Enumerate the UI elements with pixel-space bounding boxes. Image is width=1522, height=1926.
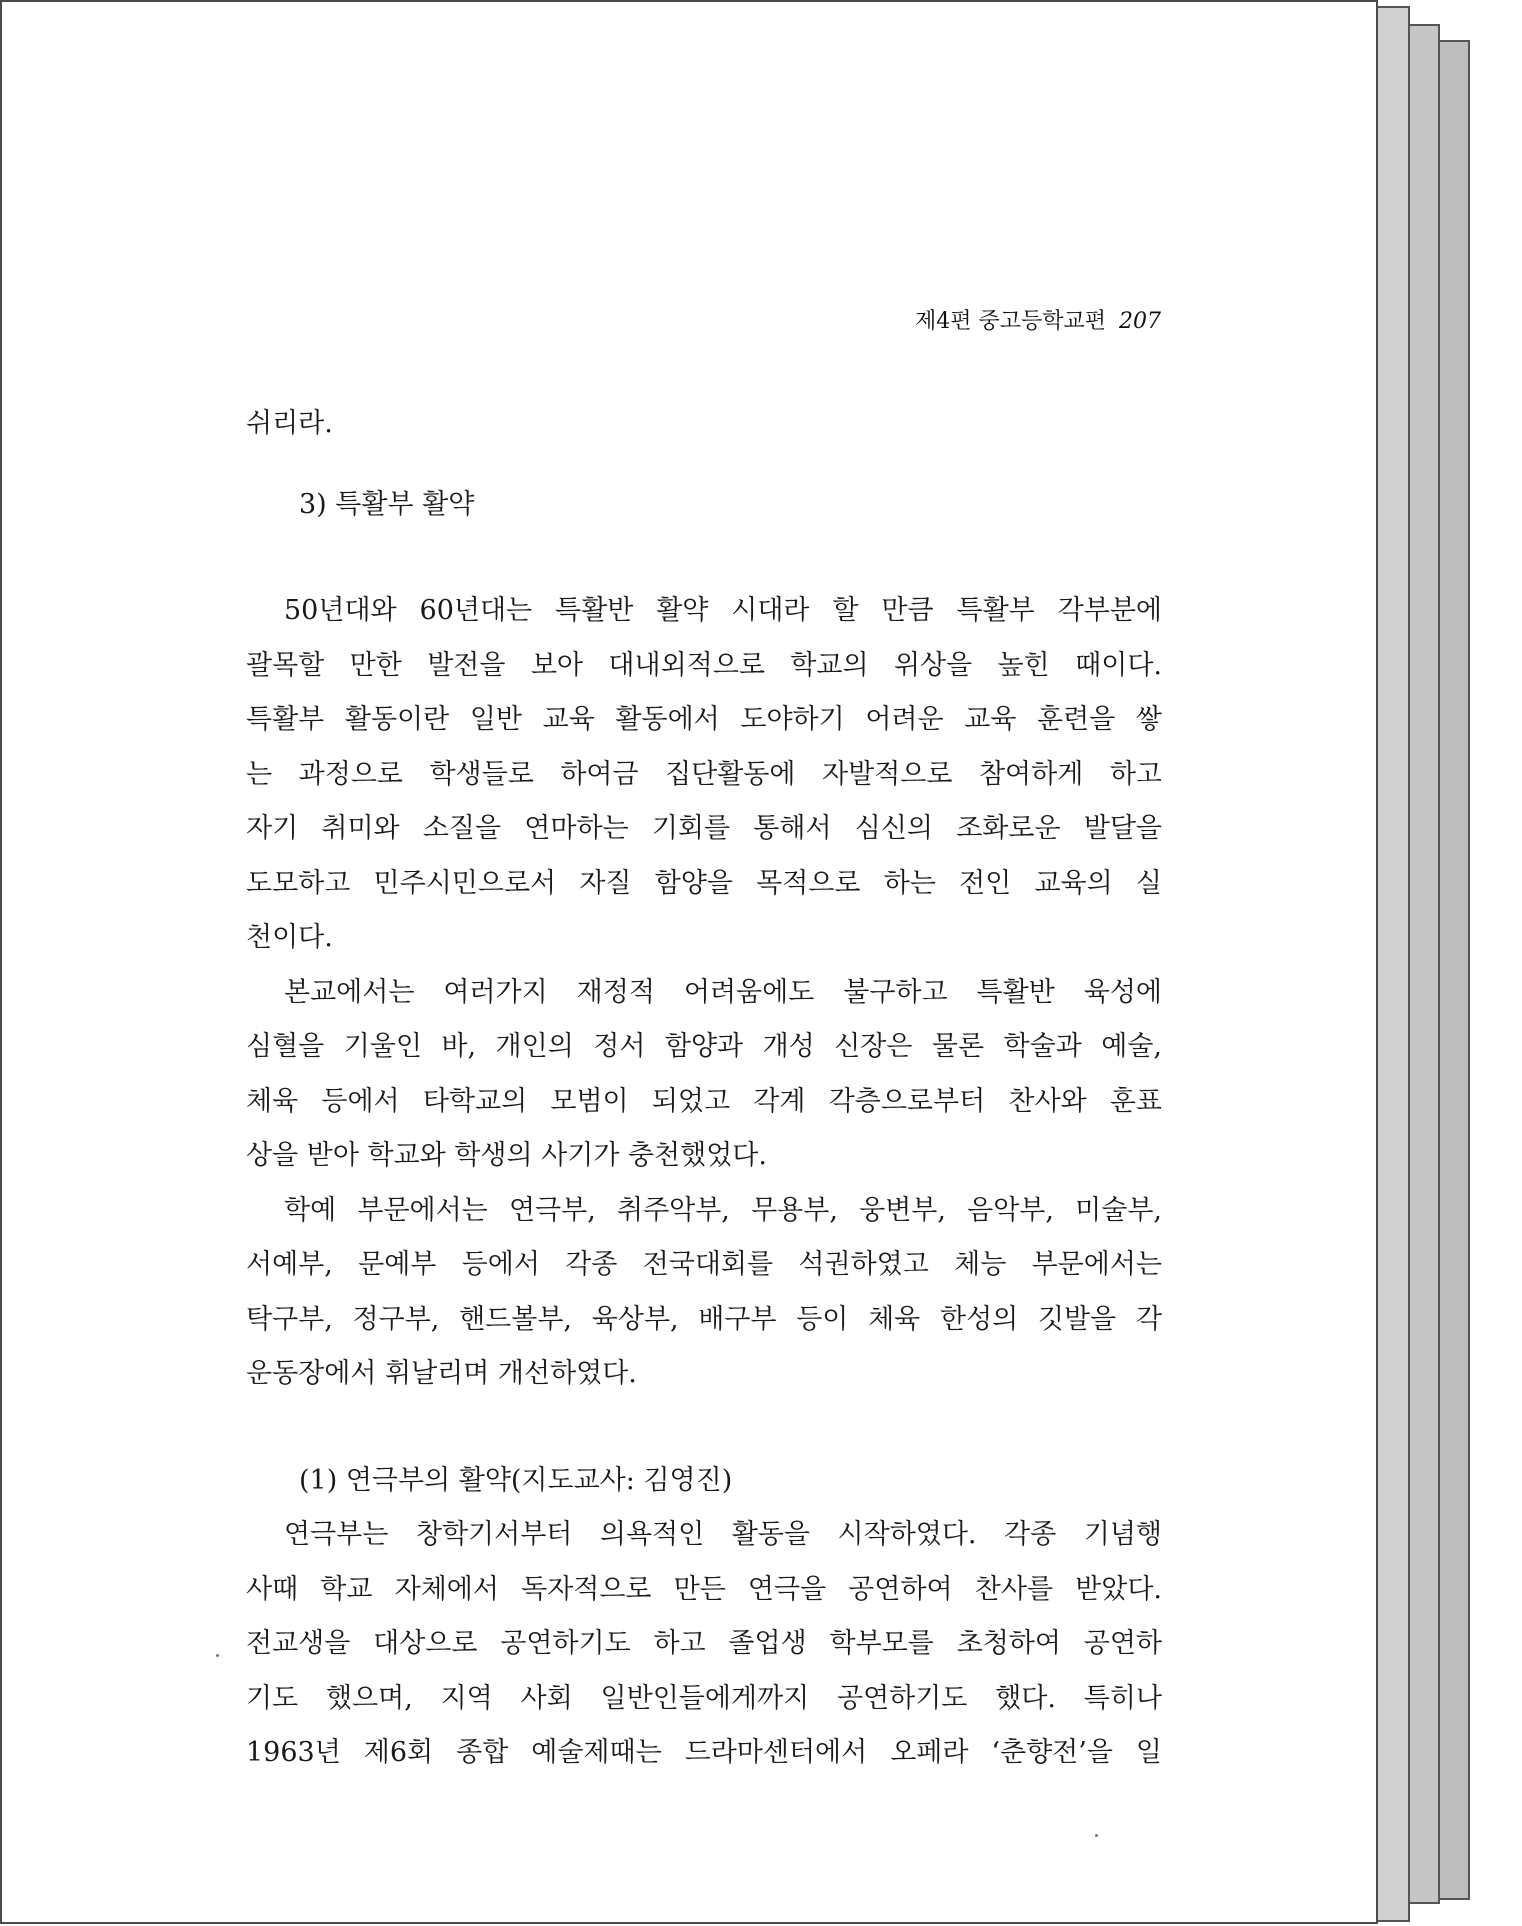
page-body: [246, 397, 1162, 1781]
intro-fragment: 쉬리라.: [246, 408, 333, 439]
running-head: [915, 304, 1161, 335]
running-head-section: 제4편 중고등학교편: [914, 309, 1106, 334]
paragraph-line: 는 과정으로 학생들로 하여금 집단활동에 자발적으로 참여하게 하고: [246, 758, 1162, 790]
page-number: 207: [1119, 309, 1161, 334]
paragraph-line: 1963년 제6회 종합 예술제때는 드라마센터에서 오페라 ‘춘향전’을 일: [246, 1737, 1162, 1768]
paragraph-line: 자기 취미와 소질을 연마하는 기회를 통해서 심신의 조화로운 발달을: [246, 813, 1162, 844]
paragraph-1: [246, 584, 1162, 966]
paragraph-line: 특활부 활동이란 일반 교육 활동에서 도야하기 어려운 교육 훈련을 쌓: [246, 704, 1162, 735]
subsection-heading: (1) 연극부의 활약(지도교사: 김영진): [299, 1464, 733, 1496]
paragraph-line: 서예부, 문예부 등에서 각종 전국대회를 석권하였고 체능 부문에서는: [246, 1249, 1162, 1280]
paragraph-line: 전교생을 대상으로 공연하기도 하고 졸업생 학부모를 초청하여 공연하: [246, 1628, 1162, 1659]
paragraph-line: 체육 등에서 타학교의 모범이 되었고 각계 각층으로부터 찬사와 훈표: [246, 1085, 1162, 1117]
paragraph-line: 기도 했으며, 지역 사회 일반인들에게까지 공연하기도 했다. 특히나: [246, 1682, 1162, 1714]
paragraph-2: [246, 966, 1162, 1184]
paragraph-line: 본교에서는 여러가지 재정적 어려움에도 불구하고 특활반 육성에: [284, 976, 1162, 1008]
paragraph-line: 괄목할 만한 발전을 보아 대내외적으로 학교의 위상을 높힌 때이다.: [246, 649, 1162, 681]
paragraph-3: [246, 1184, 1162, 1402]
paragraph-line: 심혈을 기울인 바, 개인의 정서 함양과 개성 신장은 물론 학술과 예술,: [246, 1031, 1162, 1062]
paragraph-line: 도모하고 민주시민으로서 자질 함양을 목적으로 하는 전인 교육의 실: [246, 867, 1162, 899]
paragraph-line: 천이다.: [246, 922, 333, 953]
paragraph-line: 학예 부문에서는 연극부, 취주악부, 무용부, 웅변부, 음악부, 미술부,: [284, 1194, 1162, 1226]
paragraph-line: 상을 받아 학교와 학생의 사기가 충천했었다.: [246, 1140, 767, 1171]
paragraph-4: [246, 1508, 1162, 1781]
section-heading: 3) 특활부 활약: [299, 488, 475, 520]
paragraph-line: 50년대와 60년대는 특활반 활약 시대라 할 만큼 특활부 각부분에: [284, 595, 1162, 626]
paragraph-line: 사때 학교 자체에서 독자적으로 만든 연극을 공연하여 찬사를 받았다.: [246, 1573, 1162, 1605]
scan-speck: [216, 1654, 219, 1657]
paragraph-line: 연극부는 창학기서부터 의욕적인 활동을 시작하였다. 각종 기념행: [284, 1519, 1162, 1550]
paragraph-line: 탁구부, 정구부, 핸드볼부, 육상부, 배구부 등이 체육 한성의 깃발을 각: [246, 1303, 1162, 1335]
paragraph-line: 운동장에서 휘날리며 개선하였다.: [246, 1358, 637, 1389]
scan-speck: [1095, 1834, 1098, 1837]
